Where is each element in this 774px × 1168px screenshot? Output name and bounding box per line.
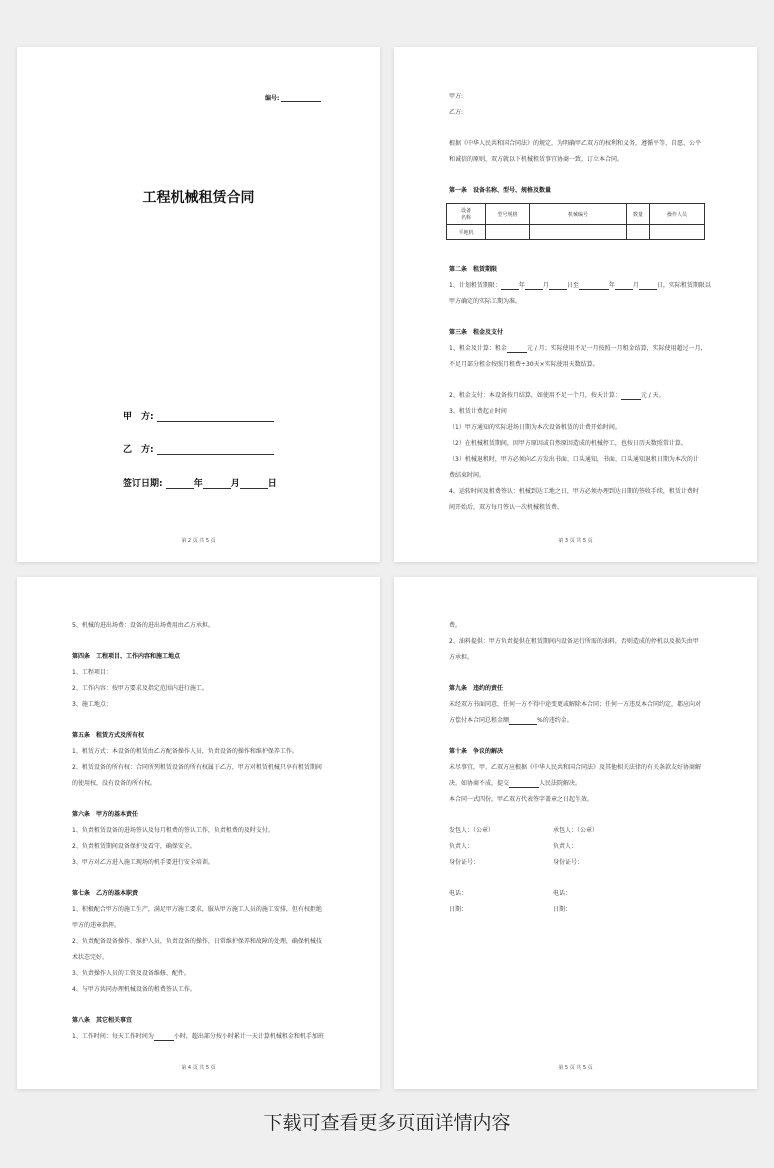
article-7-line-5: 3、负责操作人员的工资及设备维修、配件。 xyxy=(72,970,190,977)
continued-line: 费。 xyxy=(449,622,462,629)
article-4-line-3: 3、施工地点： xyxy=(72,701,112,708)
page-number: 第 4 页 共 5 页 xyxy=(181,1065,216,1071)
table-header-cell: 数量 xyxy=(627,204,650,225)
article-7-line-4: 术状态完好。 xyxy=(72,954,109,961)
blank-line xyxy=(621,393,641,400)
article-10-line-2 xyxy=(449,780,581,788)
intro-line-2: 和诚信的原则，双方就以下机械租赁事宜协商一致，订立本合同。 xyxy=(449,156,624,163)
contract-title: 工程机械租赁合同 xyxy=(142,190,255,206)
text: 小时，超出部分按小时累计一天计算机械租金和机手加班 xyxy=(173,1033,324,1040)
article-3-line-4: 3、租赁计费起止时间 xyxy=(449,408,507,415)
article-7-line-3: 2、负责配备设备操作、维护人员，负责设备的操作，日常维护保养和故障的处理，确保机械技 xyxy=(72,938,322,945)
article-3-heading: 第三条 租金及支付 xyxy=(449,329,504,336)
blank-line xyxy=(525,283,543,290)
text: 1、租金及计算：租金 xyxy=(449,345,507,352)
article-7-line-2: 甲方的违章指挥。 xyxy=(72,922,121,929)
text: 月 xyxy=(542,282,549,289)
day-label: 日 xyxy=(267,479,277,489)
download-prompt-text: 下载可查看更多页面详情内容 xyxy=(263,1112,511,1134)
party-b-label: 乙 方: xyxy=(123,445,154,455)
article-3-line-1 xyxy=(449,345,707,353)
table-cell xyxy=(650,225,705,240)
text: %的违约金。 xyxy=(537,717,573,724)
party-b-field xyxy=(123,442,274,455)
article-4-line-1: 1、工程项目： xyxy=(72,669,112,676)
blank-line xyxy=(639,283,657,290)
document-page-2 xyxy=(17,47,380,562)
day-line xyxy=(240,479,268,489)
article-3-line-9: 4、运转时间及租费签认：机械到达工地之日，甲方必须办理到达日期的签收手续，租赁计费时 xyxy=(449,488,699,495)
article-8-line-1 xyxy=(72,1033,324,1041)
line-5: 5、机械的进出场费：设备的进出场费用由乙方承担。 xyxy=(72,622,214,629)
party-a-line xyxy=(157,412,274,422)
serial-number-line xyxy=(281,95,321,102)
blank-line xyxy=(509,781,539,788)
intro-line-1: 根据《中华人民共和国合同法》的规定，为明确甲乙双方的权利和义务，遵循平等、自愿、公平 xyxy=(449,140,702,147)
table-cell xyxy=(627,225,650,240)
article-9-line-1: 未经双方书面同意，任何一方不得中途变更或解除本合同；任何一方违反本合同约定，都应向对 xyxy=(449,701,702,708)
table-header-row xyxy=(447,204,705,225)
table-header-cell: 操作人员 xyxy=(650,204,705,225)
article-7-line-6: 4、与甲方共同办理机械设备的租费签认工作。 xyxy=(72,986,196,993)
article-6-heading: 第六条 甲方的基本责任 xyxy=(72,811,139,818)
year-line xyxy=(166,479,194,489)
document-page-5 xyxy=(394,577,757,1089)
article-8-heading: 第八条 其它相关事宜 xyxy=(72,1017,133,1024)
table-header-cell xyxy=(447,204,486,225)
year-label: 年 xyxy=(193,479,203,489)
party-a-label: 甲 方: xyxy=(123,412,154,422)
article-3-line-6: （2）在机械租赁期间，因甲方原因或自然原因造成的机械停工，也按日历天数照常计算。 xyxy=(449,440,687,447)
sign-date-label: 签订日期: xyxy=(123,479,163,489)
blank-line xyxy=(507,346,527,353)
document-page-3 xyxy=(394,47,757,562)
employer-person-label: 负责人： xyxy=(449,843,474,850)
table-row xyxy=(447,225,705,240)
article-4-heading: 第四条 工程项目、工作内容和施工地点 xyxy=(72,653,181,660)
contractor-person-label: 负责人： xyxy=(553,843,578,850)
contractor-date-label: 日期： xyxy=(553,906,572,913)
table-cell xyxy=(530,225,627,240)
blank-line xyxy=(501,283,519,290)
article-7-line-1: 1、积极配合甲方的施工生产，满足甲方施工要求，服从甲方施工人员的施工安排，但有权拒绝 xyxy=(72,906,322,913)
month-line xyxy=(203,479,231,489)
employer-id-label: 身份证号： xyxy=(449,859,480,866)
text: 人民法院解决。 xyxy=(539,780,582,787)
article-9-heading: 第九条 违约的责任 xyxy=(449,685,504,692)
article-5-line-2: 2、租赁设备的所有权：合同所列租赁设备的所有权属于乙方，甲方对租赁机械只享有租赁期间 xyxy=(72,764,322,771)
table-cell: 平地机 xyxy=(447,225,486,240)
contractor-seal-label: 承包人：（公章） xyxy=(553,827,599,834)
article-2-line-2: 甲方确定的实际工期为准。 xyxy=(449,298,522,305)
blank-line xyxy=(549,283,567,290)
page-number: 第 2 页 共 5 页 xyxy=(181,538,216,544)
page-number: 第 5 页 共 5 页 xyxy=(558,1065,593,1071)
article-7-heading: 第七条 乙方的基本职责 xyxy=(72,890,139,897)
article-10-heading: 第十条 争议的解决 xyxy=(449,748,504,755)
article-6-line-3: 3、甲方对乙方进入施工现场的机手要进行安全培训。 xyxy=(72,859,214,866)
line-2a: 2、油料提供：甲方负责提供在租赁期间内设备运行所需的油料，否则造成的停机以及损失由甲 xyxy=(449,638,699,645)
employer-date-label: 日期： xyxy=(449,906,468,913)
blank-line xyxy=(154,1034,174,1041)
text: 日，实际租赁期限以 xyxy=(656,282,711,289)
table-header-cell: 机械编号 xyxy=(530,204,627,225)
article-6-line-1: 1、负责租赁设备的进场签认及每月租费的签认工作，负责租费的及时支付。 xyxy=(72,827,274,834)
article-3-line-2: 不足月部分租金按照月租费÷30天×实际使用天数结算。 xyxy=(449,361,599,368)
header-text: 设备 xyxy=(460,208,471,214)
table-cell xyxy=(486,225,530,240)
article-5-line-1: 1、租赁方式：本设备的租赁由乙方配备操作人员，负责设备的操作和维护保养工作。 xyxy=(72,748,298,755)
text: 方偿付本合同总租金额 xyxy=(449,717,510,724)
party-b-line: 乙方: xyxy=(449,109,464,116)
article-1-heading: 第一条 设备名称、型号、规格及数量 xyxy=(449,187,552,194)
equipment-table xyxy=(446,203,705,240)
contractor-id-label: 身份证号： xyxy=(553,859,584,866)
article-3-line-3 xyxy=(449,392,665,400)
blank-line xyxy=(579,283,609,290)
page-number: 第 3 页 共 5 页 xyxy=(558,538,593,544)
text: 决。如协商不成，提交 xyxy=(449,780,510,787)
article-10-line-3: 本合同一式四份，甲乙双方代表签字盖章之日起生效。 xyxy=(449,796,594,803)
article-5-line-3: 的使用权，没有设备的所有权。 xyxy=(72,780,157,787)
line-2b: 方承担。 xyxy=(449,654,474,661)
party-a-line: 甲方: xyxy=(449,93,464,100)
article-6-line-2: 2、负责租赁期间设备保护及看守，确保安全。 xyxy=(72,843,196,850)
article-9-line-2 xyxy=(449,717,573,725)
party-a-field xyxy=(123,409,274,422)
text: 2、租金支付：本设备按月结算，如使用不足一个月，按天计算： xyxy=(449,392,621,399)
article-3-line-8: 费结束时间。 xyxy=(449,472,486,479)
employer-seal-label: 发包人：（公章） xyxy=(449,827,495,834)
text: 年 xyxy=(518,282,525,289)
article-2-line-1 xyxy=(449,282,711,290)
blank-line xyxy=(615,283,633,290)
article-10-line-1: 未尽事宜，甲、乙双方应根据《中华人民共和国合同法》及其他相关法律的有关条款友好协商解 xyxy=(449,764,702,771)
table-header-cell: 型号规格 xyxy=(486,204,530,225)
article-5-heading: 第五条 租赁方式及所有权 xyxy=(72,732,145,739)
text: 1、计划租赁期限： xyxy=(449,282,501,289)
text: 1、工作时间：每天工作时间为 xyxy=(72,1033,154,1040)
document-page-4 xyxy=(17,577,380,1089)
text: 年 xyxy=(608,282,615,289)
serial-number-field xyxy=(265,93,321,102)
text: 元 / 月；实际使用不足一月按照一月租金结算，实际使用超过一月， xyxy=(526,345,707,352)
text: 月 xyxy=(632,282,639,289)
text: 元 / 天。 xyxy=(640,392,665,399)
article-4-line-2: 2、工作内容：按甲方要求及指定范围内进行施工。 xyxy=(72,685,208,692)
party-b-line xyxy=(157,445,274,455)
employer-phone-label: 电话： xyxy=(449,890,468,897)
header-text: 名称 xyxy=(460,215,471,221)
article-3-line-5: （1）甲方通知的实际进场日期为本次设备租赁的计费开始时间。 xyxy=(449,424,621,431)
month-label: 月 xyxy=(230,479,240,489)
sign-date-field xyxy=(123,476,277,489)
text: 日至 xyxy=(566,282,579,289)
contractor-phone-label: 电话： xyxy=(553,890,572,897)
serial-number-label: 编号: xyxy=(265,95,280,102)
article-3-line-7: （3）机械退租时，甲方必须向乙方发出书面、口头通知，书面、口头通知退租日期为本次的计 xyxy=(449,456,699,463)
blank-line xyxy=(509,718,537,725)
article-3-line-10: 间开始后，双方每月签认一次机械租赁费。 xyxy=(449,504,564,511)
article-2-heading: 第二条 租赁期限 xyxy=(449,266,498,273)
